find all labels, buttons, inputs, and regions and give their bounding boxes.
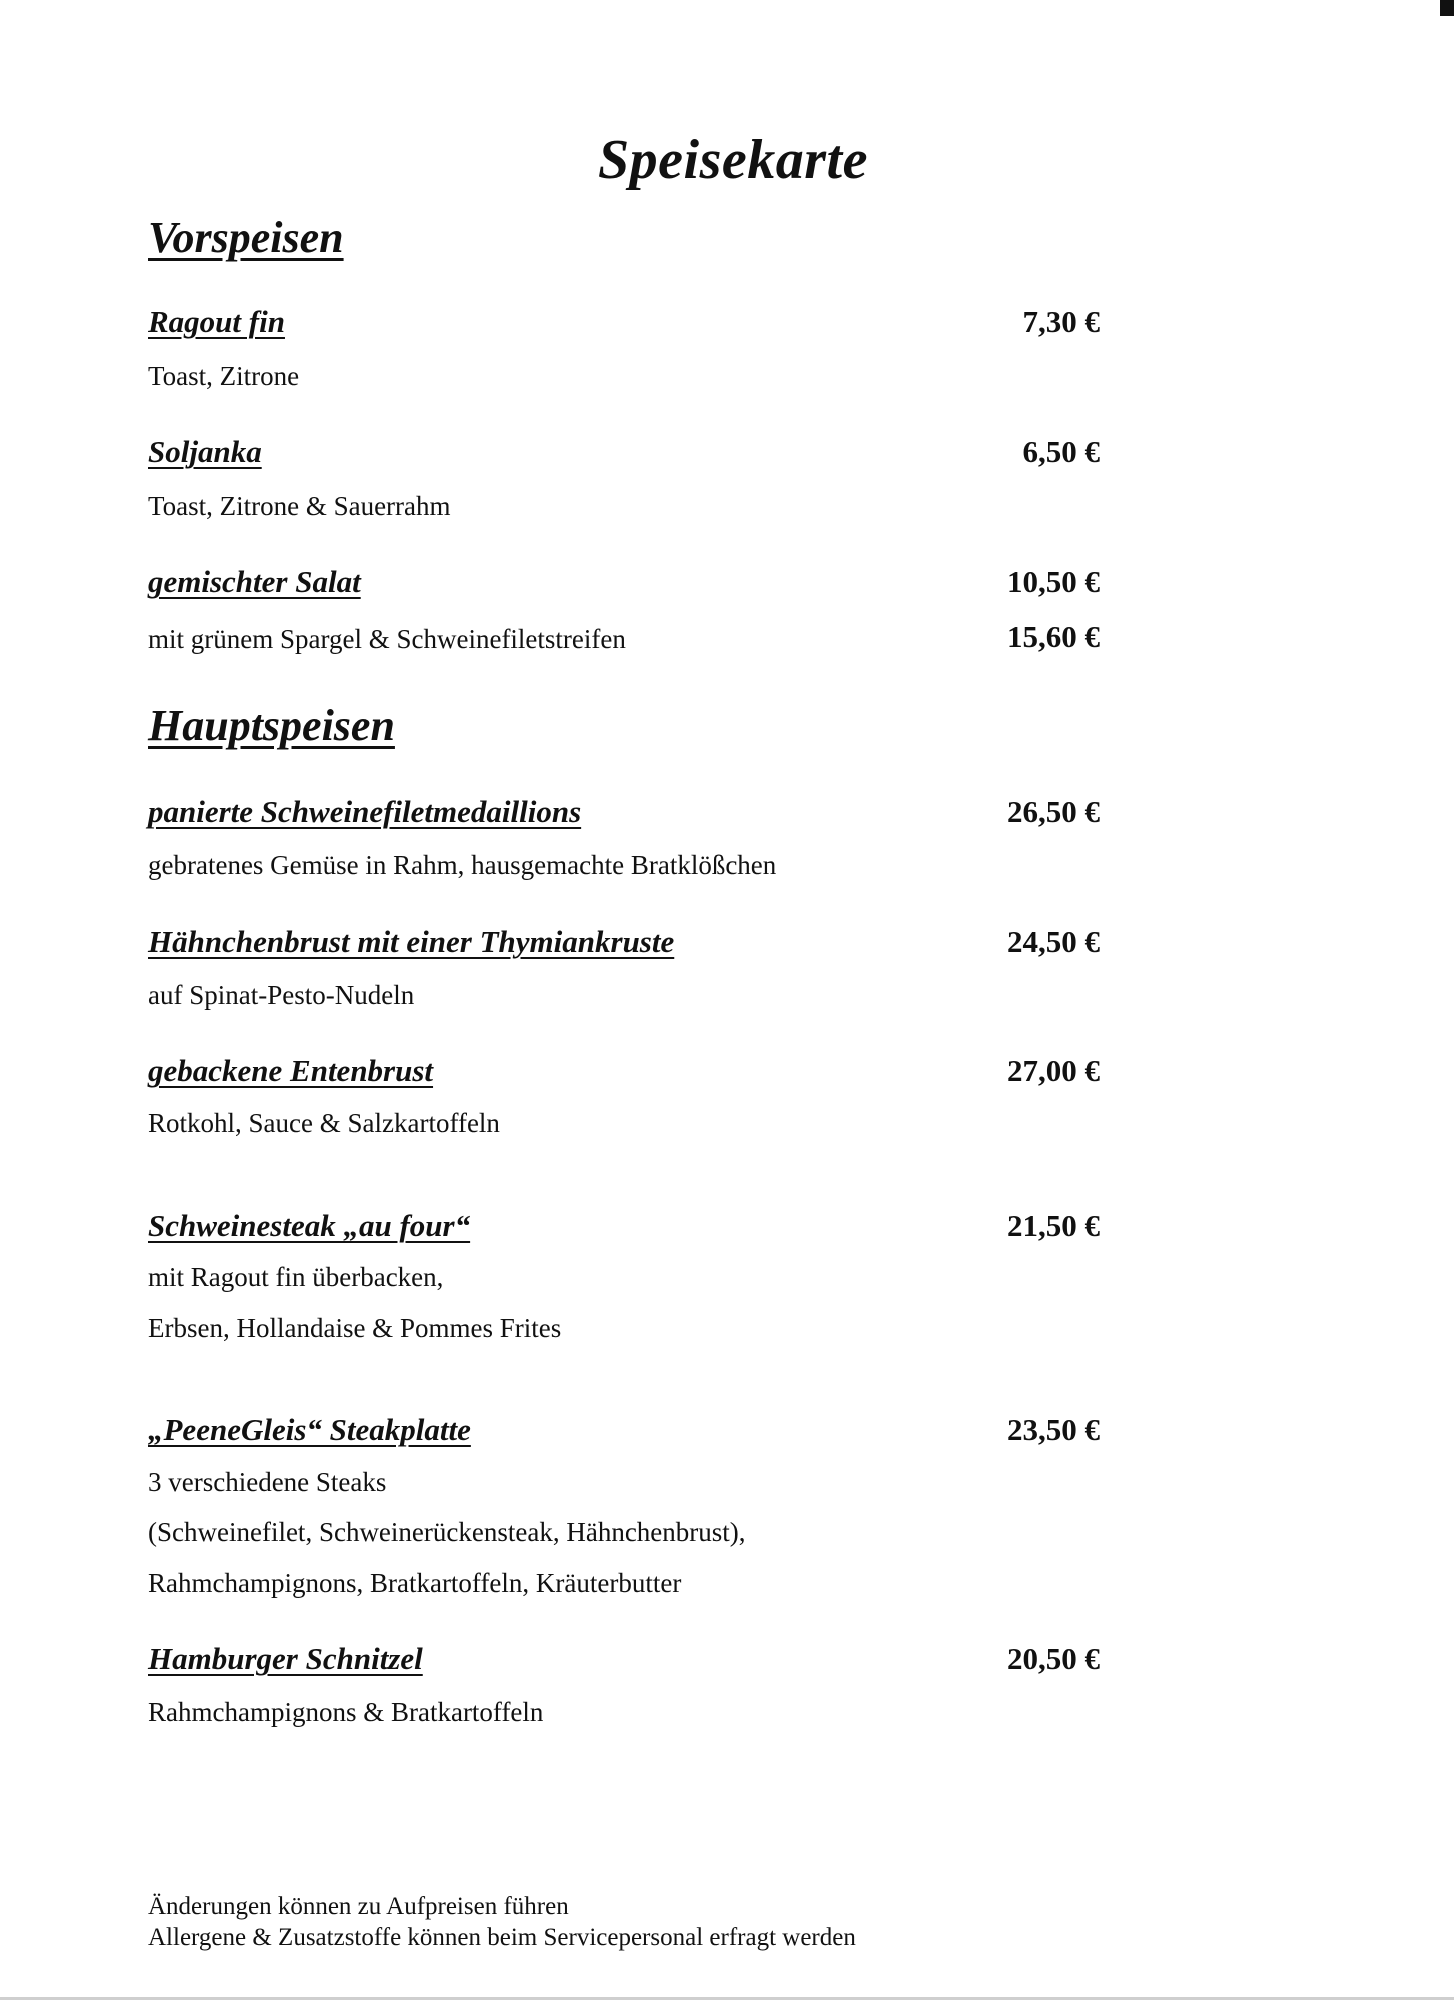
menu-item-description: mit Ragout fin überbacken, (148, 1262, 444, 1292)
section-heading-vorspeisen: Vorspeisen (148, 213, 344, 262)
menu-item-price: 24,50 € (1007, 924, 1100, 959)
menu-item-name: „PeeneGleis“ Steakplatte (148, 1412, 471, 1447)
menu-item-description: Rahmchampignons & Bratkartoffeln (148, 1697, 544, 1727)
menu-item-price: 23,50 € (1007, 1412, 1100, 1447)
menu-item-price: 15,60 € (1007, 619, 1100, 654)
footer-note: Allergene & Zusatzstoffe können beim Servicepersonal erfragt werden (148, 1924, 856, 1951)
menu-item-description: Rotkohl, Sauce & Salzkartoffeln (148, 1108, 500, 1138)
menu-item-description: Toast, Zitrone (148, 361, 300, 391)
menu-item-description: Erbsen, Hollandaise & Pommes Frites (148, 1313, 562, 1343)
menu-item-description: (Schweinefilet, Schweinerückensteak, Hähnchenbrust), (148, 1517, 746, 1547)
menu-item-description: mit grünem Spargel & Schweinefiletstreifen (148, 624, 626, 654)
menu-item-name: panierte Schweinefiletmedaillions (148, 794, 582, 829)
menu-item-name: Schweinesteak „au four“ (148, 1208, 471, 1243)
menu-item-description: auf Spinat-Pesto-Nudeln (148, 980, 415, 1010)
menu-item-description: Toast, Zitrone & Sauerrahm (148, 491, 451, 521)
menu-item-description: 3 verschiedene Steaks (148, 1467, 387, 1497)
menu-item-name: Ragout fin (148, 304, 285, 339)
menu-item-price: 26,50 € (1007, 794, 1100, 829)
menu-item-name: gebackene Entenbrust (148, 1053, 434, 1088)
menu-item-name: Soljanka (148, 434, 262, 469)
menu-item-description: gebratenes Gemüse in Rahm, hausgemachte Bratklößchen (148, 850, 777, 880)
menu-item-description: Rahmchampignons, Bratkartoffeln, Kräuterbutter (148, 1568, 682, 1598)
menu-item-name: gemischter Salat (148, 564, 361, 599)
menu-item-name: Hamburger Schnitzel (148, 1641, 423, 1676)
menu-item-name: Hähnchenbrust mit einer Thymiankruste (148, 924, 675, 959)
menu-item-price: 27,00 € (1007, 1053, 1100, 1088)
scan-corner-mark (1440, 0, 1454, 16)
menu-item-price: 7,30 € (1022, 304, 1100, 339)
page-title: Speisekarte (598, 129, 868, 191)
section-heading-hauptspeisen: Hauptspeisen (148, 701, 395, 750)
footer-note: Änderungen können zu Aufpreisen führen (148, 1893, 569, 1920)
menu-item-price: 21,50 € (1007, 1208, 1100, 1243)
menu-item-price: 10,50 € (1007, 564, 1100, 599)
menu-item-price: 6,50 € (1022, 434, 1100, 469)
menu-item-price: 20,50 € (1007, 1641, 1100, 1676)
